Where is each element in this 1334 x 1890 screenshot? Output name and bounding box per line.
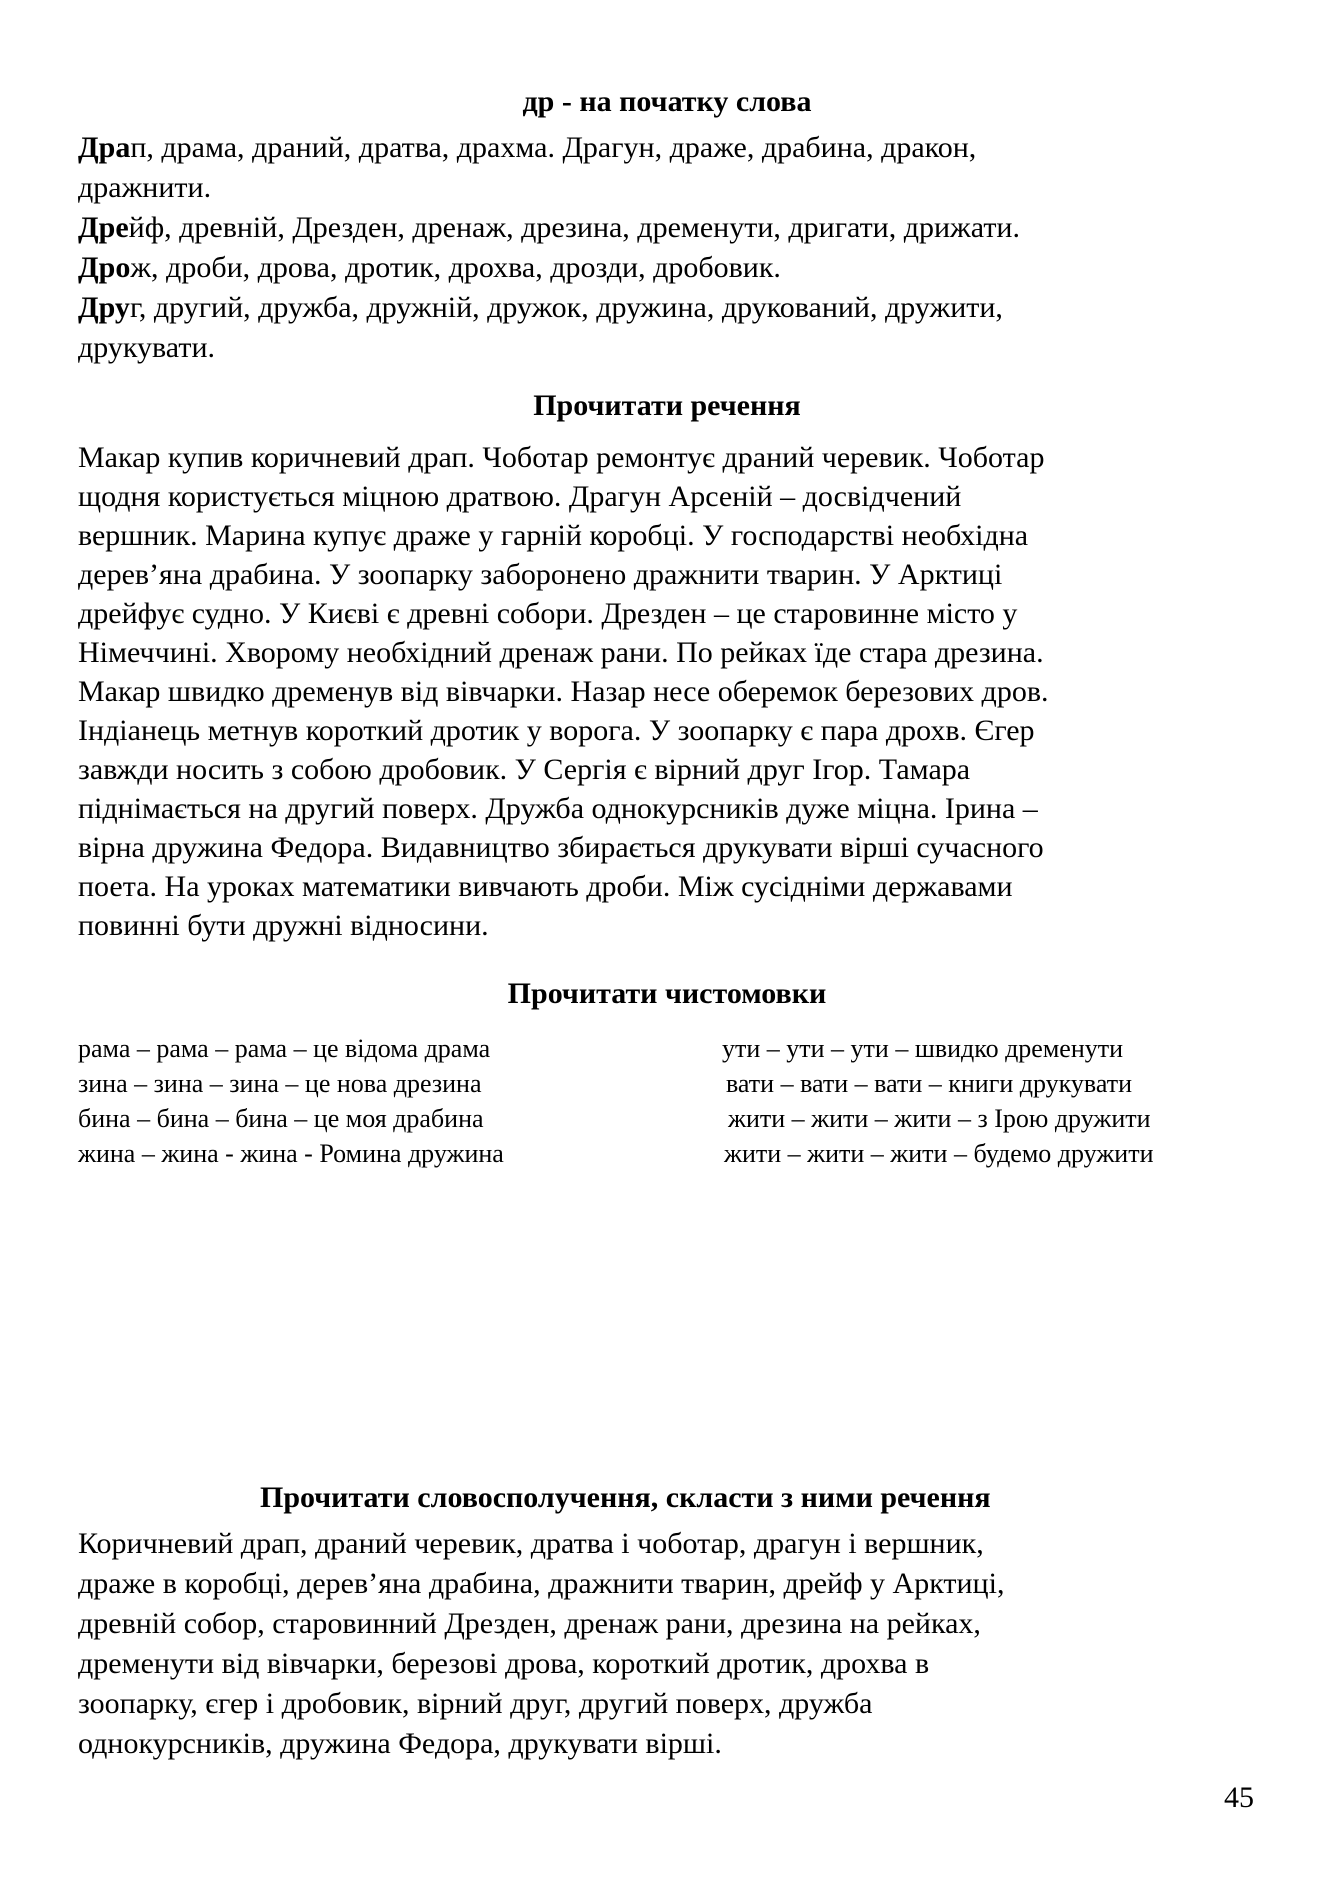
- tongue-twister-right: жити – жити – жити – будемо дружити: [724, 1139, 1154, 1168]
- bold-syllable: Дру: [78, 291, 130, 324]
- word-list-line: [78, 130, 976, 166]
- sentence-line: дрейфує судно. У Києві є древні собори. Дрезден – це старовинне місто у: [78, 597, 1018, 630]
- sentence-line: Макар швидко дременув від вівчарки. Назар несе оберемок березових дров.: [78, 675, 1049, 708]
- bold-syllable: Дре: [78, 211, 129, 244]
- word-list-line: [78, 170, 211, 206]
- word-list-text: друкувати.: [78, 331, 215, 364]
- word-list-line: [78, 290, 1003, 326]
- tongue-twister-right: ути – ути – ути – швидко дременути: [722, 1034, 1124, 1063]
- bold-syllable: Дра: [78, 131, 131, 164]
- sentence-line: поета. На уроках математики вивчають дроби. Між сусідніми державами: [78, 870, 1013, 903]
- tongue-twister-right: жити – жити – жити – з Ірою дружити: [728, 1104, 1151, 1133]
- word-list-text: г, другий, дружба, дружній, дружок, дружина, друкований, дружити,: [129, 291, 1003, 324]
- page-number: 45: [1224, 1781, 1254, 1814]
- word-list-text: п, драма, драний, дратва, драхма. Драгун, драже, драбина, дракон,: [130, 131, 977, 164]
- section-title-dr-initial: др - на початку слова: [522, 85, 812, 118]
- word-list-line: [78, 210, 1020, 246]
- word-list-text: ж, дроби, дрова, дротик, дрохва, дрозди, дробовик.: [130, 251, 781, 284]
- tongue-twister-right: вати – вати – вати – книги друкувати: [726, 1069, 1132, 1098]
- sentence-line: щодня користується міцною дратвою. Драгун Арсеній – досвідчений: [78, 480, 962, 513]
- tongue-twister-left: жина – жина - жина - Ромина дружина: [78, 1139, 504, 1168]
- tongue-twister-left: зина – зина – зина – це нова дрезина: [78, 1069, 482, 1098]
- tongue-twister-left: рама – рама – рама – це відома драма: [78, 1034, 491, 1063]
- tongue-twister-left: бина – бина – бина – це моя драбина: [78, 1104, 484, 1133]
- phrase-line: дременути від вівчарки, березові дрова, короткий дротик, дрохва в: [78, 1647, 930, 1680]
- phrase-line: однокурсників, дружина Федора, друкувати вірші.: [78, 1727, 722, 1760]
- word-list-line: [78, 250, 781, 286]
- sentence-line: повинні бути дружні відносини.: [78, 909, 489, 942]
- phrase-line: древній собор, старовинний Дрезден, дренаж рани, дрезина на рейках,: [78, 1607, 981, 1640]
- phrase-line: зоопарку, єгер і дробовик, вірний друг, другий поверх, дружба: [78, 1687, 873, 1720]
- section-title-tongue-twisters: Прочитати чистомовки: [507, 977, 827, 1010]
- sentence-line: піднімається на другий поверх. Дружба однокурсників дуже міцна. Ірина –: [78, 792, 1038, 825]
- phrase-line: драже в коробці, дерев’яна драбина, дражнити тварин, дрейф у Арктиці,: [78, 1567, 1005, 1600]
- section-title-read-sentences: Прочитати речення: [533, 389, 801, 422]
- bold-syllable: Дро: [78, 251, 131, 284]
- sentence-line: Німеччині. Хворому необхідний дренаж рани. По рейках їде стара дрезина.: [78, 636, 1044, 669]
- sentence-line: завжди носить з собою дробовик. У Сергія є вірний друг Ігор. Тамара: [78, 753, 971, 786]
- sentence-line: дерев’яна драбина. У зоопарку заборонено дражнити тварин. У Арктиці: [78, 558, 1003, 591]
- sentence-line: вірна дружина Федора. Видавництво збирається друкувати вірші сучасного: [78, 831, 1044, 864]
- word-list-line: [78, 330, 215, 366]
- sentence-line: Індіанець метнув короткий дротик у ворога. У зоопарку є пара дрохв. Єгер: [78, 714, 1035, 747]
- sentence-line: Макар купив коричневий драп. Чоботар ремонтує драний черевик. Чоботар: [78, 441, 1045, 474]
- phrase-line: Коричневий драп, драний черевик, дратва і чоботар, драгун і вершник,: [78, 1527, 984, 1560]
- word-list-text: йф, древній, Дрезден, дренаж, дрезина, дременути, дригати, дрижати.: [128, 211, 1020, 244]
- word-list-text: дражнити.: [78, 171, 212, 204]
- sentence-line: вершник. Марина купує драже у гарній коробці. У господарстві необхідна: [78, 519, 1029, 552]
- section-title-phrases: Прочитати словосполучення, скласти з ними речення: [260, 1481, 991, 1514]
